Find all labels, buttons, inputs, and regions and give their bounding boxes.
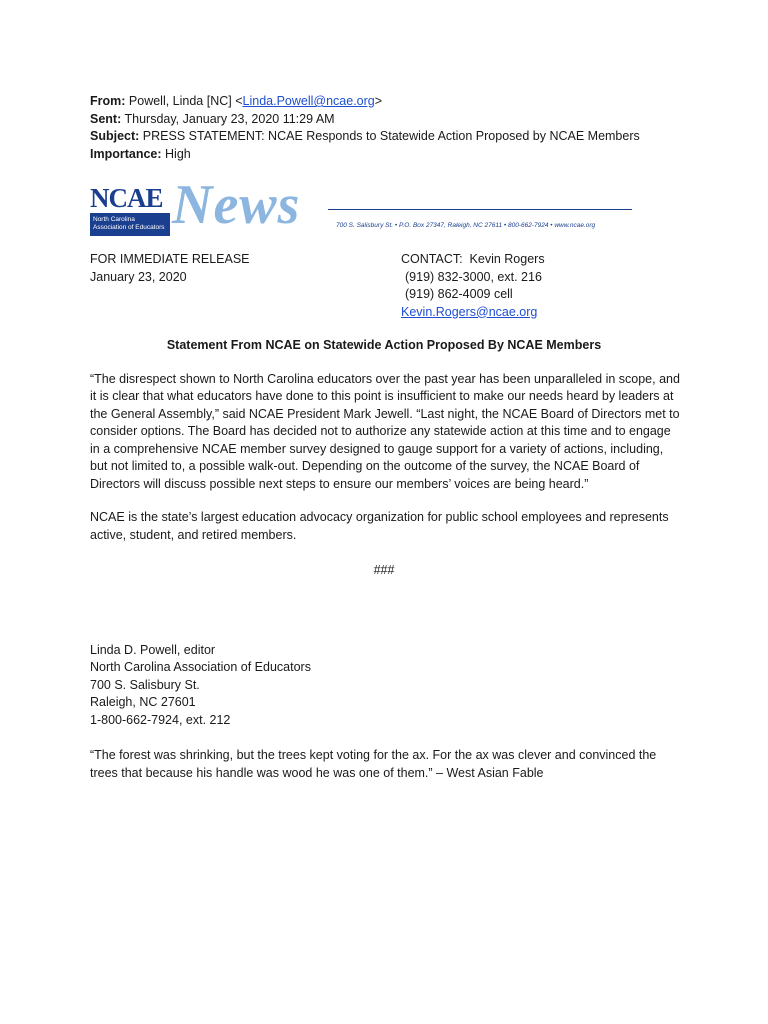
contact-name: Kevin Rogers <box>469 252 545 266</box>
ncae-news-letterhead <box>90 174 632 237</box>
importance-line <box>90 146 690 164</box>
logo-box-line2: Association of Educators <box>93 223 165 231</box>
letterhead-address: 700 S. Salisbury St. • P.O. Box 27347, Raleigh, NC 27611 • 800-662-7924 • www.ncae.org <box>336 222 596 229</box>
email-document <box>90 93 690 795</box>
signature-org: North Carolina Association of Educators <box>90 660 311 674</box>
from-label: From: <box>90 94 126 108</box>
contact-block <box>401 251 545 321</box>
contact-label: CONTACT: <box>401 252 463 266</box>
signature-name: Linda D. Powell, editor <box>90 642 216 657</box>
from-line <box>90 93 690 111</box>
from-end: > <box>374 94 383 108</box>
news-wordmark: News <box>172 174 301 236</box>
subject-value: PRESS STATEMENT: NCAE Responds to Statewide Action Proposed by NCAE Members <box>142 129 640 143</box>
ncae-logo <box>90 185 170 235</box>
importance-value: High <box>165 146 191 161</box>
from-email-link[interactable]: Linda.Powell@ncae.org <box>242 94 375 108</box>
subject-label: Subject: <box>90 129 140 143</box>
letterhead-rule <box>328 209 632 210</box>
subject-line <box>90 128 690 146</box>
release-label: FOR IMMEDIATE RELEASE <box>90 252 250 266</box>
release-left <box>90 251 250 286</box>
statement-title: Statement From NCAE on Statewide Action Proposed By NCAE Members <box>166 338 602 352</box>
signature-block <box>90 642 690 730</box>
logo-text: NCAE <box>90 185 170 211</box>
contact-phone2: (919) 862-4009 cell <box>405 287 513 301</box>
release-block <box>90 251 690 323</box>
release-date: January 23, 2020 <box>90 269 187 284</box>
statement-paragraph-2: NCAE is the state’s largest education advocacy organization for public school employees and represents active, student, and retired members. <box>90 510 669 542</box>
logo-box <box>90 213 170 236</box>
closing-quote: “The forest was shrinking, but the trees kept voting for the ax. For the ax was clever and convinced the trees that because his handle was wood he was one of them.” – West Asian Fable <box>90 748 657 780</box>
contact-email-link[interactable]: Kevin.Rogers@ncae.org <box>401 304 538 319</box>
sent-line <box>90 111 690 129</box>
contact-line <box>401 251 545 269</box>
end-mark: ### <box>373 563 395 577</box>
sent-label: Sent: <box>90 111 122 126</box>
logo-box-line1: North Carolina <box>93 216 135 223</box>
signature-street: 700 S. Salisbury St. <box>90 677 200 692</box>
signature-phone: 1-800-662-7924, ext. 212 <box>90 712 231 727</box>
signature-city: Raleigh, NC 27601 <box>90 695 196 709</box>
contact-phone1: (919) 832-3000, ext. 216 <box>405 269 542 284</box>
sent-value: Thursday, January 23, 2020 11:29 AM <box>124 111 335 126</box>
statement-paragraph-1: “The disrespect shown to North Carolina educators over the past year has been unparalleled in scope, and it is clear that what educators have done to this point is insufficient to make our needs heard by leaders at the General Assembly,” said NCAE President Mark Jewell. “Last night, the NCAE Board of Directors met to consider options. The Board has decided not to authorize any statewide action at this time and to engage in a comprehensive NCAE member survey designed to gauge support for a variety of actions, including, but not limited to, a possible walk-out. Depending on the outcome of the survey, the NCAE Board of Directors will discuss possible next steps to ensure our members’ voices are being heard.” <box>90 371 680 491</box>
importance-label: Importance: <box>90 146 162 161</box>
from-name: Powell, Linda [NC] < <box>128 94 243 108</box>
